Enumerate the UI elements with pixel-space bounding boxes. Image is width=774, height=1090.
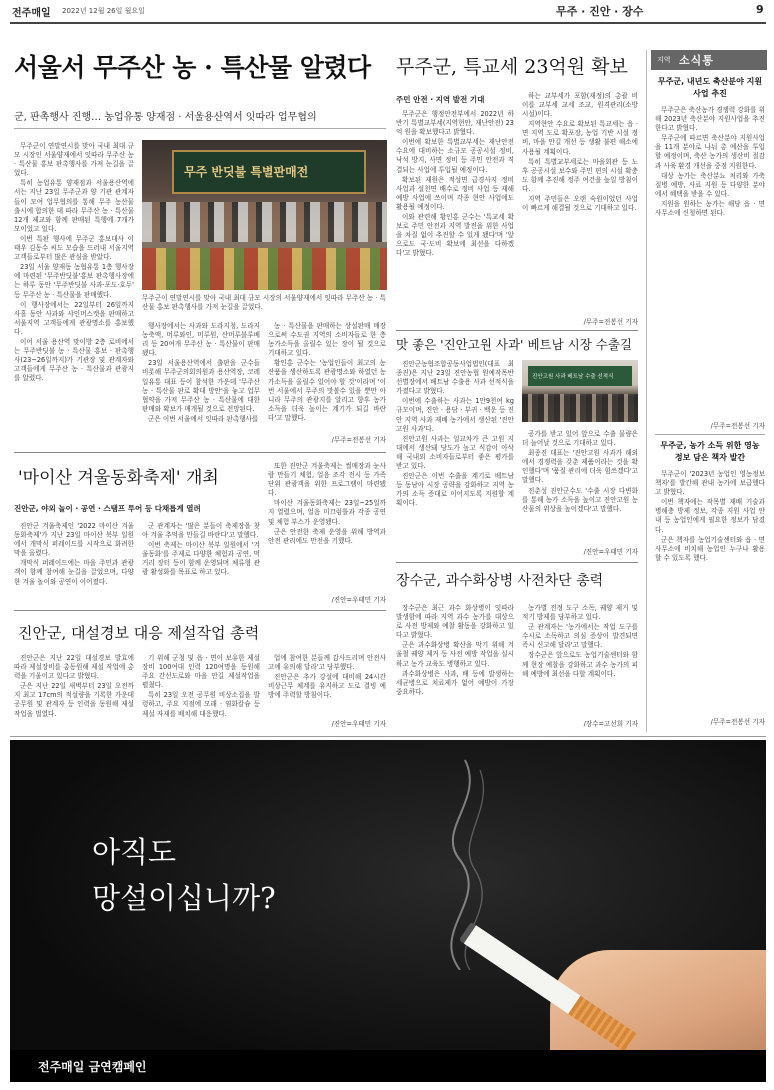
ad-headline-line-1: 아직도 <box>92 835 177 869</box>
snow-col-2: 기 위해 군청 및 읍 · 면이 보유한 제설장비 100여대 인력 120여명을 동원해 주요 간선도로와 마을 안길 제설작업을 펼쳤다. 특히 23일 오전 공무원 비상소집을 발령하고, 주요 지점에 모래 · 염화칼슘 등 제설 자재를 배치해 대응했다. <box>142 654 260 718</box>
snow-col-1: 진안군은 지난 22일 대설경보 발효에 따라 제설장비를 총동원해 제설 작업에 총력을 기울이고 있다고 밝혔다. 군은 지난 22일 새벽부터 23일 오전까지 최고 17cm의 적설량을 기록한 가운데 공무원 및 관계자 등 인력을 동원해 제설 작업을 벌였다. <box>14 654 134 718</box>
sidebar-label: 지역 <box>657 56 671 64</box>
smoke-illustration <box>390 740 530 970</box>
tax-col-2: 하는 교부세가 포함(재정)의 총괄 비 이를 교부세 교세 조교, 원격관리(소방 시설)이다. 지역현안 수요로 확보된 특교세는 읍 · 면 지역 도로 확포장, 농업 기반 시설 정비, 마을 안길 개선 등 생활 불편 해소에 사용될 계획이다. 특히 특별교부세로는 마을회관 등 노후 공공시설 보수와 주민 편의 시설 확충도 함께 추진해 정주 여건을 높일 방침이다. 지역 주민들은 오랜 숙원이었던 사업이 빠르게 해결될 것으로 기대하고 있다. <box>522 92 638 213</box>
festival-bottom-rule <box>14 610 386 611</box>
apple-headline: 맛 좋은 '진안고원 사과' 베트남 시장 수출길 <box>396 337 632 352</box>
tax-subheadline: 주민 안전 · 지역 발전 기대 <box>396 95 485 104</box>
tax-bottom-rule <box>396 330 638 331</box>
tax-col-1: 무주군은 행정안전부에서 2022년 하반기 특별교부세(지역현안, 재난안전) 23억 원을 확보했다고 밝혔다. 이번에 확보한 특별교부세는 재난안전 수요에 대비하는 소규모 공공시설 정비, 낙석 방지, 사면 정비 등 주민 안전과 직결되는 사업에 투입될 예정이다. 확보된 재원은 적성면 급경사지 정비 사업과 설천면 배수로 정비 사업 등 재해 예방 사업에 쓰이며 각종 현안 사업에도 활용될 예정이다. 이와 관련해 황인홍 군수는 '특교세 확보로 주민 안전과 지역 발전을 위한 사업을 차질 없이 추진할 수 있게 됐다'며 '앞으로도 국·도비 확보에 최선을 다하겠다'고 밝혔다. <box>396 110 514 258</box>
main-col-2: 행사장에서는 사과와 도라지청, 도라지농축액, 머루와인, 머루원, 산머루블루베리 등 20여개 무주산 농 · 특산물이 판매됐다. 23일 서울용산역에서 출판을 군수들 비롯해 무주군의회의원과 용산역장, 코레일유통 대표 등이 참석한 가운데 '무주산 농 · 특산물 판로 확대 방안'을 놓고 업무협약을 가져 무주산 농 · 특산물에 대한 판매와 확보가 매개될 것으로 전망된다. 군은 이번 서울에서 잇따라 판촉행사를 <box>142 322 260 423</box>
jangsu-byline: /장수=고선희 기자 <box>583 720 638 728</box>
main-headline: 서울서 무주산 농 · 특산물 알렸다 <box>14 53 371 82</box>
sidebar-item1-title: 무주군, 내년도 축산분야 지원사업 추진 <box>657 77 763 98</box>
main-photo <box>142 140 387 290</box>
sidebar-title: 소식통 <box>679 54 714 67</box>
sidebar-divider <box>655 434 765 435</box>
festival-col-3: 또한 진안군 겨울축제는 썰매장과 눈사람 만들기 체험, 얼음 조각 전시 등 가족 단위 관광객을 위한 프로그램이 마련됐다. 마이산 겨울동화축제는 23일~25일까지 열렸으며, 얼음 미끄럼틀과 각종 공연 및 체험 부스가 운영됐다. 군은 안전한 축제 운영을 위해 방역과 안전 관리에도 만전을 기했다. <box>268 462 386 545</box>
festival-subheadline: 진안군, 야외 놀이 · 공연 · 스탬프 투어 등 다채롭게 열려 <box>14 504 201 513</box>
jangsu-col-1: 장수군은 최근 과수 화상병이 잇따라 발생함에 따라 지역 과수 농가를 대상으로 사전 방제와 예찰 활동을 강화하고 있다고 밝혔다. 군은 과수화상병 확산을 막기 위해 겨울철 궤양 제거 등 사전 예방 작업을 실시하고 농가 교육도 병행하고 있다. 과수화상병은 사과, 배 등에 발생하는 세균병으로 치료제가 없어 예방이 가장 중요하다. <box>396 604 514 696</box>
header-section: 무주 · 진안 · 장수 <box>556 5 644 18</box>
main-byline: /무주=전봉선 기자 <box>331 436 386 444</box>
festival-headline: '마이산 겨울동화축제' 개최 <box>18 468 219 488</box>
ad-campaign-name: 전주매일 금연캠페인 <box>38 1060 147 1074</box>
festival-col-2: 군 관계자는 '많은 분들이 축제장을 찾아 겨울 추억을 만들길 바란다'고 말했다. 이번 축제는 마이산 북부 일원에서 '겨울동화'를 주제로 다양한 체험과 공연, 먹거리 장터 등이 함께 운영되며 체류형 관광 활성화를 목표로 하고 있다. <box>142 522 260 577</box>
sidebar-item2-title: 무주군, 농가 소득 위한 영농정보 담은 책자 발간 <box>660 441 760 462</box>
main-subheadline: 군, 판촉행사 진행… 농업유통 양재점 · 서울용산역서 잇따라 업무협의 <box>14 112 317 123</box>
apple-byline: /진안=우태민 기자 <box>583 548 638 556</box>
sidebar-item2-body: 무주군이 '2023년 농업인 영농정보 책자'를 발간해 관내 농가에 보급했다고 밝혔다. 이번 책자에는 작목별 재배 기술과 병해충 방제 정보, 각종 지원 사업 안내 등 농업인에게 필요한 정보가 담겼다. 군은 책자를 농업기술센터와 읍 · 면 사무소에 비치해 농업인 누구나 활용할 수 있도록 했다. <box>655 470 765 562</box>
sidebar-item1-byline: /무주=전봉선 기자 <box>710 422 765 430</box>
ad-headline-line-2: 망설이십니까? <box>92 881 276 915</box>
main-col-1: 무주군이 연말연시를 맞아 국내 최대 규모 시장인 서울양재에서 잇따라 무주산 농 · 특산물 홍보 판촉행사를 가져 눈길을 끌었다. 특히 농업유통 양재점과 서울용산역에서는 지난 23일 무주군과 양 기관 관계자들이 모여 업무협의를 통해 무주 농산물 출시에 합의한 데 따라 무주산 농 · 특산물 12개 제교와 함께 판매된 특행에 7개가 모이었고 있다. 이번 특판 행사에 무주군 홍보대사 이 태우 김동수 씨도 모습을 드러내 서울지역 고객들로부터 많은 관심을 받았다. 23일 서울 양재동 농협유통 1층 행사장에 마련된 '무주반딧불'홍보 판촉행사장에는 하루 동안 '무주반딧불 사과·포도·호두' 등 무주산 농 · 특산물을 판매했다. 이 행사장에서는 22일부터 26일까지 사흘 동안 사과와 샤인머스캣을 판매하고 서울지역 고객들에게 관광명소를 홍보했다. 이어 서울 용산역 맞이방 2층 로비에서는 무주반딧불 농 · 특산물 홍보 · 판촉행사(23~26일까지)가 기관장 및 관계자와 고객들에게 무주산 농 · 특산물과 관광지를 알렸다. <box>14 142 134 383</box>
apple-photo <box>522 360 638 422</box>
main-subhead-rule <box>14 128 386 129</box>
sidebar-header <box>651 50 767 70</box>
page-header <box>0 0 774 22</box>
sidebar-item1-body: 무주군은 축산농가 경쟁력 강화를 위해 2023년 축산분야 지원사업을 추진한다고 밝혔다. 무주군에 따르면 축산분야 지원사업을 11개 분야로 나눠 총 예산을 투입할 예정이며, 축산 농가의 생산비 절감과 사육 환경 개선을 중점 지원한다. 대상 농가는 축산분뇨 처리와 가축 질병 예방, 사료 지원 등 다양한 분야에서 혜택을 받을 수 있다. 지원을 원하는 농가는 해당 읍 · 면 사무소에 신청하면 된다. <box>655 106 765 218</box>
header-date: 2022년 12월 26일 월요일 <box>62 7 145 15</box>
main-col-3: 농 · 특산물을 판매하는 상설판매 매장으로써 수도권 지역의 소비자들로 한 층 농가소득을 올릴수 있는 장이 될 것으로 기대하고 있다. 황인홍 군수는 '농업인들이 최고의 농산품을 생산하도록 관광명소와 하였던 농가소득을 올릴수 있어야 할 것'이라며 '이번 서울에서 무주의 맛볼수 있을 뿐만 아니라 무주의 관광지를 알리고 향후 농가소득을 더욱 높이는 계기가 되길 바란다'고 말했다. <box>268 322 386 422</box>
ad-top-rule <box>10 736 766 737</box>
header-rule <box>10 22 766 24</box>
sidebar <box>646 50 767 732</box>
header-paper-name: 전주매일 <box>12 8 51 19</box>
snow-byline: /진안=우태민 기자 <box>331 720 386 728</box>
snow-headline: 진안군, 대설경보 대응 제설작업 총력 <box>18 624 260 642</box>
apple-col-1: 진안군농협조합공동사업법인(대표 최종진)은 지난 23일 진안농협 원예작목반 선별장에서 베트남 수출용 사과 선적식을 가졌다고 밝혔다. 이번에 수출하는 사과는 1만9천여 kg 규모이며, 진안 · 용담 · 부귀 · 백운 등 진안 지역 사과 재배 농가에서 생산된 '진안고원 사과'다. 진안고원 사과는 일교차가 큰 고원 지대에서 생산돼 당도가 높고 식감이 아삭해 국내외 소비자들로부터 좋은 평가를 받고 있다. 진안군은 이번 수출을 계기로 베트남 등 동남아 시장 공략을 강화하고 지역 농가의 소득 증대로 이어지도록 지원할 계획이다. <box>396 360 514 508</box>
main-photo-banner: 무주 반딧불 특별판매전 <box>172 150 366 194</box>
apple-col-2: 공가를 받고 있어 앞으로 수출 물량은 더 늘어날 것으로 기대하고 있다. 최종진 대표는 '진안고원 사과가 해외에서 경쟁력을 갖춘 제품이라는 것을 확인했다'며 '품질 관리에 더욱 힘쓰겠다'고 말했다. 전춘성 진안군수도 '수출 시장 다변화를 통해 농가 소득을 높이고 진안고원 농산물의 위상을 높이겠다'고 말했다. <box>522 430 638 513</box>
sidebar-item2-byline: /무주=전봉선 기자 <box>710 718 765 726</box>
festival-col-1: 진안군 겨울축제인 '2022 마이산 겨울동화축제'가 지난 23일 마이산 북부 일원에서 개막식 퍼레이드를 시작으로 화려한 막을 올렸다. 개막식 퍼레이드에는 마을 주민과 관광객이 함께 참여해 눈길을 끌었으며, 다양한 겨울 놀이와 공연이 이어졌다. <box>14 522 134 586</box>
ad-banner <box>10 740 766 1082</box>
apple-photo-banner: 진안고원 사과 베트남 수출 선적식 <box>528 366 632 386</box>
tax-headline: 무주군, 특교세 23억원 확보 <box>396 56 628 78</box>
festival-byline: /진안=우태민 기자 <box>331 596 386 604</box>
apple-bottom-rule <box>396 562 638 563</box>
ad-footer-bar <box>10 1050 766 1082</box>
main-photo-caption: 무주군이 연말연시를 맞아 국내 최대 규모 시장의 서울양재에서 잇따라 무주산 농 · 특산물 홍보 판촉행사를 가져 눈길을 끌었다. <box>142 294 386 311</box>
jangsu-col-2: 농가별 전정 도구 소독, 궤양 제거 및 적기 방제를 당부하고 있다. 군 관계자는 '농가에서는 작업 도구를 수시로 소독하고 의심 증상이 발견되면 즉시 신고해 달라'고 말했다. 장수군은 앞으로도 농업기술센터와 함께 현장 예찰을 강화하고 과수 농가의 피해 예방에 최선을 다할 계획이다. <box>522 604 638 678</box>
header-page-number: 9 <box>756 3 764 16</box>
snow-col-3: 업에 참여한 분들께 감사드리며 안전사고에 유의해 달라'고 당부했다. 진안군은 추가 강설에 대비해 24시간 비상근무 체계를 유지하고 도로 결빙 예방에 주력할 방침이다. <box>268 654 386 700</box>
main-bottom-rule <box>14 452 386 453</box>
jangsu-headline: 장수군, 과수화상병 사전차단 총력 <box>396 573 604 589</box>
tax-byline: /무주=전봉선 기자 <box>583 318 638 326</box>
